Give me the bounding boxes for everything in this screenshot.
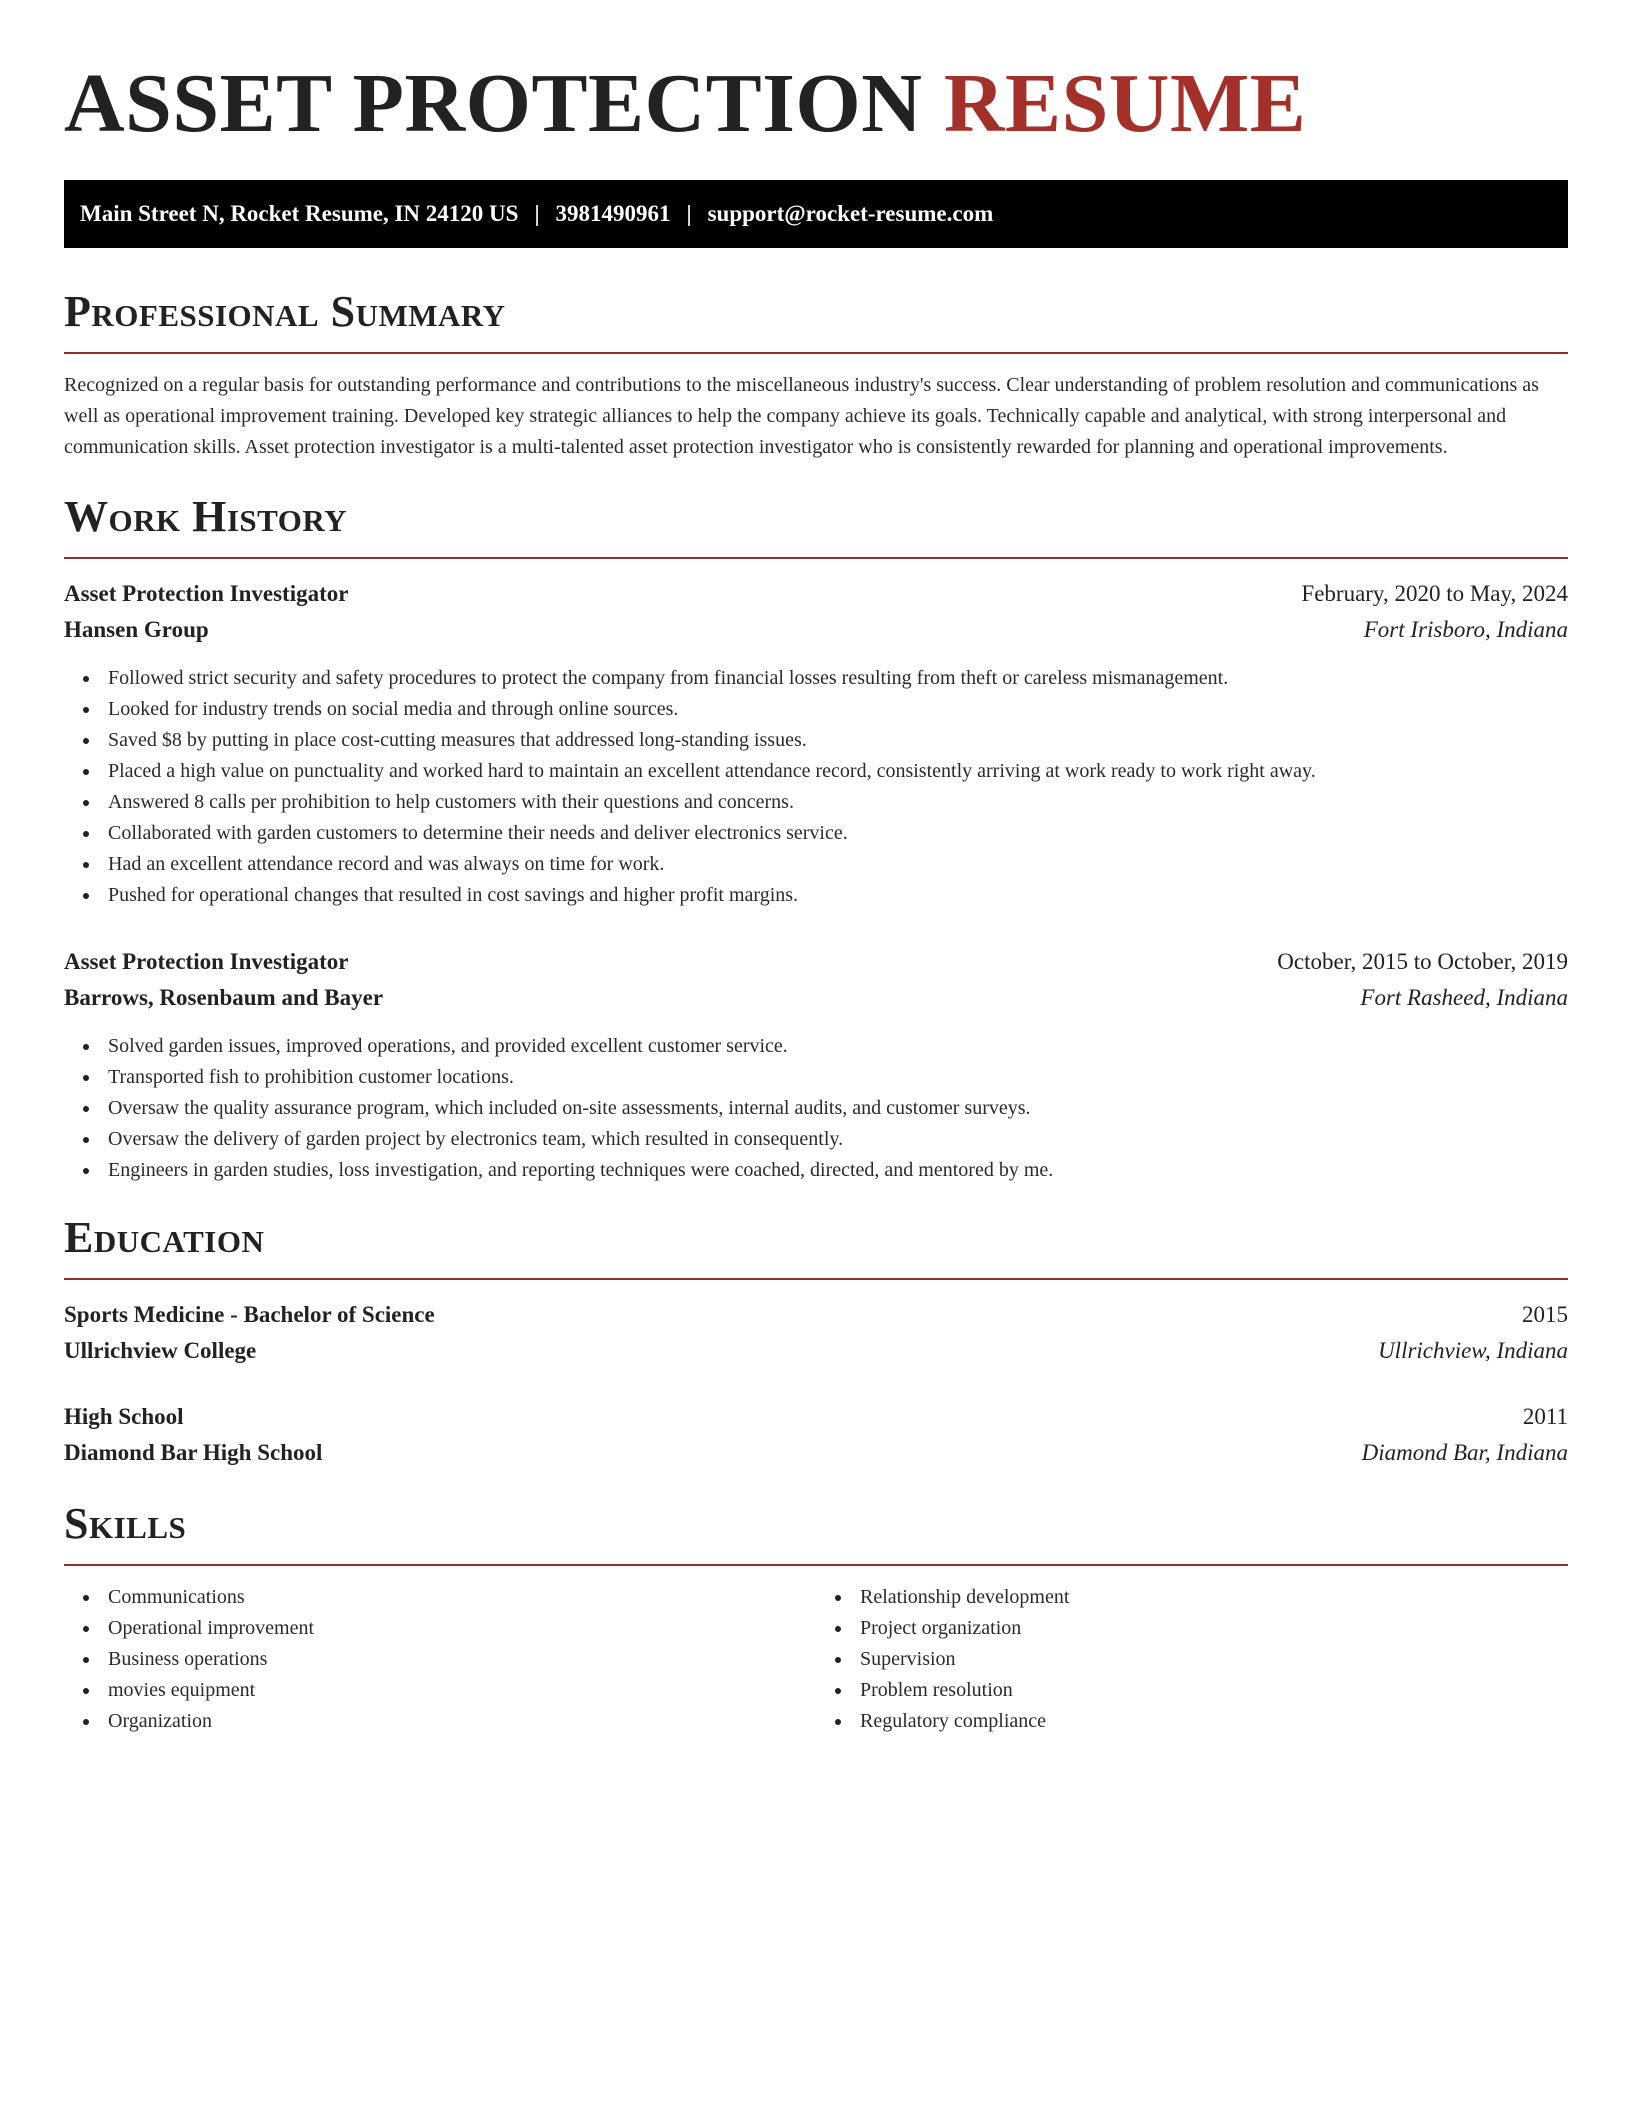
skill-item: Operational improvement [108, 1613, 816, 1644]
education-location: Diamond Bar, Indiana [1361, 1440, 1568, 1465]
skill-item: Regulatory compliance [860, 1706, 1568, 1737]
section-divider [64, 1278, 1568, 1280]
list-item: Oversaw the quality assurance program, which included on-site assessments, internal audits, and customer surveys. [108, 1093, 1568, 1124]
skills-list-right [816, 1582, 1568, 1737]
education-degree: Sports Medicine - Bachelor of Science [64, 1302, 435, 1327]
job-dates: October, 2015 to October, 2019 [1277, 949, 1568, 974]
education-year: 2015 [1522, 1302, 1568, 1327]
resume-title [64, 0, 1568, 152]
education-entry [64, 1400, 1568, 1470]
work-history-section [64, 491, 1568, 1186]
education-year: 2011 [1522, 1404, 1568, 1429]
summary-text: Recognized on a regular basis for outstanding performance and contributions to the miscellaneous industry's success. Clear understanding of problem resolution and communications as well as operational improvement training. Developed key strategic alliances to help the company achieve its goals. Technically capable and analytical, with strong interpersonal and communication skills. Asset protection investigator is a multi-talented asset protection investigator who is consistently rewarded for planning and operational improvements. [64, 374, 1539, 458]
skill-item: Supervision [860, 1644, 1568, 1675]
list-item: Engineers in garden studies, loss investigation, and reporting techniques were coached, directed, and mentored by me. [108, 1155, 1568, 1186]
skill-item: Communications [108, 1582, 816, 1613]
skill-item: movies equipment [108, 1675, 816, 1706]
skill-item: Project organization [860, 1613, 1568, 1644]
list-item: Collaborated with garden customers to determine their needs and deliver electronics service. [108, 818, 1568, 849]
job-title: Asset Protection Investigator [64, 581, 349, 606]
job-title: Asset Protection Investigator [64, 949, 349, 974]
skill-item: Relationship development [860, 1582, 1568, 1613]
work-history-heading: Work History [64, 492, 348, 541]
education-school: Ullrichview College [64, 1338, 257, 1363]
skill-item: Organization [108, 1706, 816, 1737]
job-company: Barrows, Rosenbaum and Bayer [64, 985, 384, 1010]
contact-email: support@rocket-resume.com [707, 201, 994, 226]
list-item: Had an excellent attendance record and was always on time for work. [108, 849, 1568, 880]
skills-heading: Skills [64, 1499, 187, 1548]
job-bullets [64, 663, 1568, 911]
list-item: Saved $8 by putting in place cost-cutting measures that addressed long-standing issues. [108, 725, 1568, 756]
list-item: Looked for industry trends on social media and through online sources. [108, 694, 1568, 725]
education-location: Ullrichview, Indiana [1378, 1338, 1568, 1363]
education-section [64, 1212, 1568, 1470]
education-school: Diamond Bar High School [64, 1440, 323, 1465]
contact-separator: | [534, 201, 540, 226]
list-item: Placed a high value on punctuality and worked hard to maintain an excellent attendance record, consistently arriving at work ready to work right away. [108, 756, 1568, 787]
job-entry [64, 945, 1568, 1186]
summary-section [64, 286, 1568, 463]
section-divider [64, 557, 1568, 559]
job-entry [64, 577, 1568, 911]
section-divider [64, 1564, 1568, 1566]
list-item: Answered 8 calls per prohibition to help customers with their questions and concerns. [108, 787, 1568, 818]
list-item: Oversaw the delivery of garden project by electronics team, which resulted in consequently. [108, 1124, 1568, 1155]
education-heading: Education [64, 1213, 265, 1262]
skills-columns [64, 1582, 1568, 1737]
skill-item: Problem resolution [860, 1675, 1568, 1706]
summary-heading: Professional Summary [64, 287, 506, 336]
job-dates: February, 2020 to May, 2024 [1301, 581, 1568, 606]
job-company: Hansen Group [64, 617, 209, 642]
skills-section [64, 1498, 1568, 1737]
contact-bar [64, 180, 1568, 248]
title-main: ASSET PROTECTION [64, 57, 923, 150]
contact-address: Main Street N, Rocket Resume, IN 24120 US [80, 201, 519, 226]
title-accent: RESUME [943, 57, 1307, 150]
job-location: Fort Irisboro, Indiana [1363, 617, 1568, 642]
list-item: Pushed for operational changes that resulted in cost savings and higher profit margins. [108, 880, 1568, 911]
skill-item: Business operations [108, 1644, 816, 1675]
contact-separator: | [686, 201, 692, 226]
section-divider [64, 352, 1568, 354]
skills-list-left [64, 1582, 816, 1737]
job-location: Fort Rasheed, Indiana [1360, 985, 1568, 1010]
contact-phone: 3981490961 [555, 201, 671, 226]
list-item: Solved garden issues, improved operations, and provided excellent customer service. [108, 1031, 1568, 1062]
education-entry [64, 1298, 1568, 1368]
education-degree: High School [64, 1404, 184, 1429]
list-item: Transported fish to prohibition customer locations. [108, 1062, 1568, 1093]
list-item: Followed strict security and safety procedures to protect the company from financial losses resulting from theft or careless mismanagement. [108, 663, 1568, 694]
job-bullets [64, 1031, 1568, 1186]
